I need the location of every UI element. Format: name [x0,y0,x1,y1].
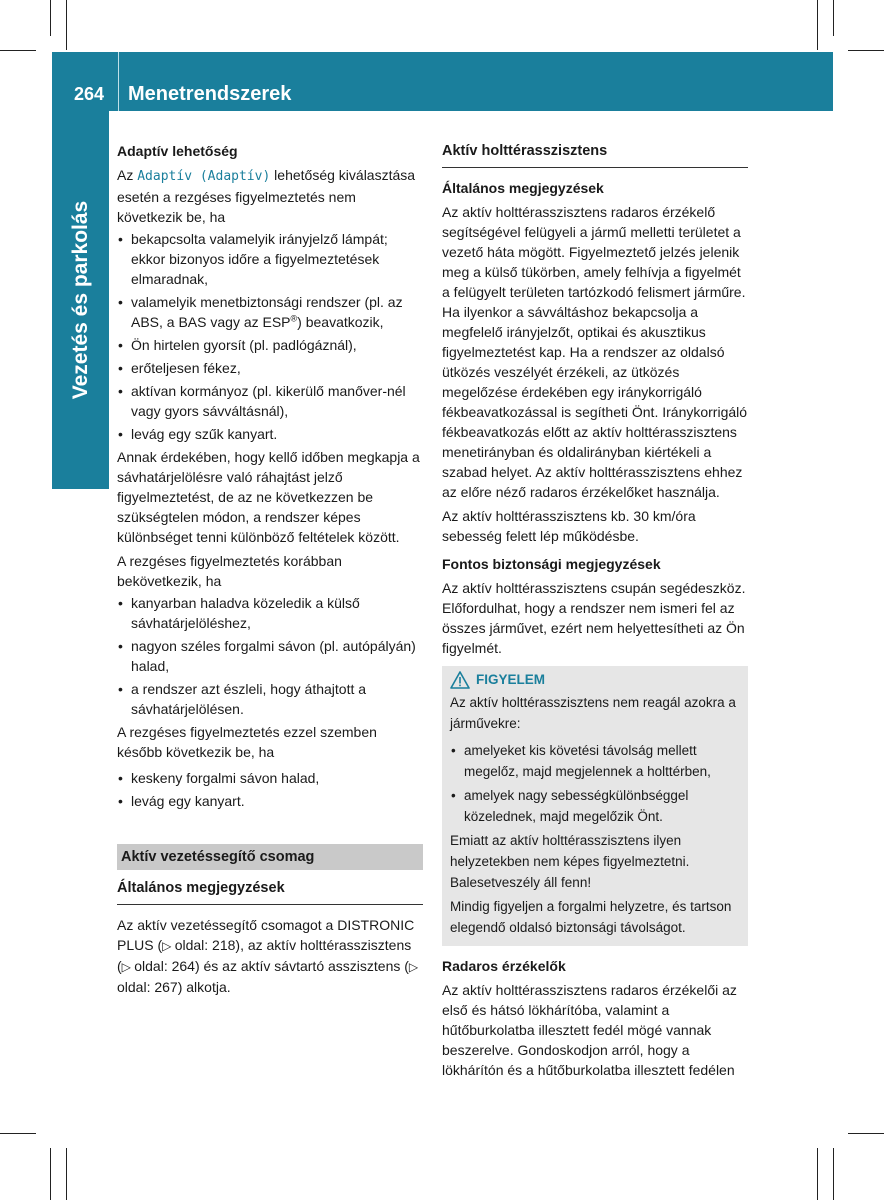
list-item: • keskeny forgalmi sávon halad, [117,768,423,788]
list-item: • bekapcsolta valamelyik irányjelző lámpát; ekkor bizonyos időre a figyelmeztetések elmaradnak, [117,229,423,289]
list-item: • a rendszer azt észleli, hogy áthajtott a sávhatárjelölésen. [117,679,423,719]
paragraph: A rezgéses figyelmeztetés ezzel szemben később következik be, ha [117,724,377,760]
paragraph: Az aktív holttérasszisztens csupán segédeszköz. Előfordulhat, hogy a rendszer nem ismeri fel az összes járművet, ezért nem helyettesítheti az Ön figyelmét. [442,580,746,656]
crop-mark [66,0,67,50]
crop-mark [833,1148,834,1200]
list-item: • amelyeket kis követési távolság mellett megelőz, majd megjelennek a holttérben, [450,740,740,782]
paragraph: A rezgéses figyelmeztetés korábban bekövetkezik, ha [117,553,342,589]
section-heading-adaptive: Adaptív lehetőség [117,143,238,159]
crop-mark [66,1148,67,1200]
bullet-list [117,593,423,719]
paragraph: Az aktív holttérasszisztens nem reagál azokra a járművekre: [450,695,736,731]
bullet-list [450,740,740,827]
menu-option-text: Adaptív (Adaptív) [137,169,271,184]
text-run: Az aktív vezetéssegítő csomagot a DISTRONIC PLUS ( [117,917,415,953]
subheading-radar-sensors: Radaros érzékelők [442,958,566,974]
paragraph: Az aktív holttérasszisztens kb. 30 km/óra sebesség felett lép működésbe. [442,508,696,544]
page-number: 264 [74,84,105,104]
list-item: • aktívan kormányoz (pl. kikerülő manőver-nél vagy gyors sávváltásnál), [117,381,423,421]
crop-mark [0,50,36,51]
crop-mark [50,0,51,36]
section-heading-driving-assistance: Aktív vezetéssegítő csomag [117,844,423,870]
side-tab-label: Vezetés és parkolás [68,200,92,400]
warning-header [450,669,740,690]
warning-triangle-icon [450,671,470,689]
left-column [117,141,423,999]
text-run: ) beavatkozik, [297,314,384,330]
list-item: • levág egy szűk kanyart. [117,424,423,444]
list-item: • kanyarban haladva közeledik a külső sávhatárjelöléshez, [117,593,423,633]
text-run: Az [117,167,138,183]
list-item: • levág egy kanyart. [117,791,423,811]
paragraph: Annak érdekében, hogy kellő időben megkapja a sávhatárjelölésre való ráhajtást jelző figyelmeztetést, de az ne következzen be szükségtelen módon, a rendszer képes különbséget tenni különböző feltételek között. [117,449,420,545]
subheading-general-notes: Általános megjegyzések [442,180,604,196]
right-column [442,141,748,1082]
paragraph: Az aktív holttérasszisztens radaros érzékelői az első és hátsó lökhárítóba, valamint a hűtőburkolatba illesztett fedél mögé vannak beszerelve. Gondoskodjon arról, hogy a lökhárítón és a hűtőburkolatba illesztett fedélen [442,982,737,1078]
page-ref-link[interactable]: oldal: 218), az aktív holttérasszisztens ( [117,937,412,974]
paragraph [117,165,423,227]
warning-box [442,666,748,946]
paragraph: Az aktív holttérasszisztens radaros érzékelő segítségével felügyeli a jármű melletti területet a vezető háta mögött. Figyelmeztető jelzés jelenik meg a külső tükörben, amely felhívja a figyelmét a felügyelt területen tartózkodó felismert járműre. Ha ilyenkor a sávváltáshoz bekapcsolja a megfelelő irányjelzőt, optikai és akusztikus figyelmeztetést kap. Ha a rendszer az oldalsó ütközés veszélyét érzékeli, az ütközés megelőzése érdekében egy iránykorrigáló fékbeavatkozással is segítheti Önt. Iránykorrigáló fékbeavatkozás előtt az aktív holttérasszisztens menetirányban és oldalirányban kiértékeli a szabad helyet. Az aktív holttérasszisztens ehhez az előre néző radaros érzékelőket használja. [442,204,748,500]
list-item: • amelyek nagy sebességkülönbséggel közelednek, majd megelőzik Önt. [450,785,740,827]
crop-mark [848,1133,884,1134]
paragraph [117,915,423,997]
page-ref-arrow-icon: ▷ [162,939,175,953]
chapter-title: Menetrendszerek [128,83,292,105]
page-ref-link[interactable]: oldal: 267) alkotja. [117,979,231,995]
registered-mark: ® [290,313,298,324]
crop-mark [0,1133,36,1134]
crop-mark [50,1148,51,1200]
bullet-list [117,229,423,444]
crop-mark [817,0,818,50]
text-run: valamelyik menetbiztonsági rendszer (pl. az ABS, a BAS vagy az ESP [131,294,403,330]
list-item [117,292,423,332]
crop-mark [817,1148,818,1200]
page-ref-arrow-icon: ▷ [408,960,419,974]
list-item: • erőteljesen fékez, [117,358,423,378]
list-item: • Ön hirtelen gyorsít (pl. padlógáznál), [117,335,423,355]
warning-title: FIGYELEM [476,672,546,687]
crop-mark [848,50,884,51]
text-run: lehetőség kiválasztása esetén a rezgéses figyelmeztetés nem következik be, ha [117,167,416,225]
subheading-safety-notes: Fontos biztonsági megjegyzések [442,556,661,572]
page-ref-link[interactable]: oldal: 264) és az aktív sávtartó asszisztens ( [134,958,409,974]
paragraph: Mindig figyeljen a forgalmi helyzetre, és tartson elegendő oldalsó biztonsági távolságot. [450,899,732,935]
crop-mark [833,0,834,36]
bullet-list [117,768,423,811]
page-header [52,52,833,111]
subheading-general-notes: Általános megjegyzések [117,878,423,905]
header-divider [118,52,119,111]
section-side-tab [52,111,109,489]
paragraph: Emiatt az aktív holttérasszisztens ilyen helyzetekben nem képes figyelmeztetni. Balesetveszély áll fenn! [450,833,690,890]
section-heading-blind-spot: Aktív holttérasszisztens [442,141,748,168]
page-ref-arrow-icon: ▷ [121,960,135,974]
list-item: • nagyon széles forgalmi sávon (pl. autópályán) halad, [117,636,423,676]
